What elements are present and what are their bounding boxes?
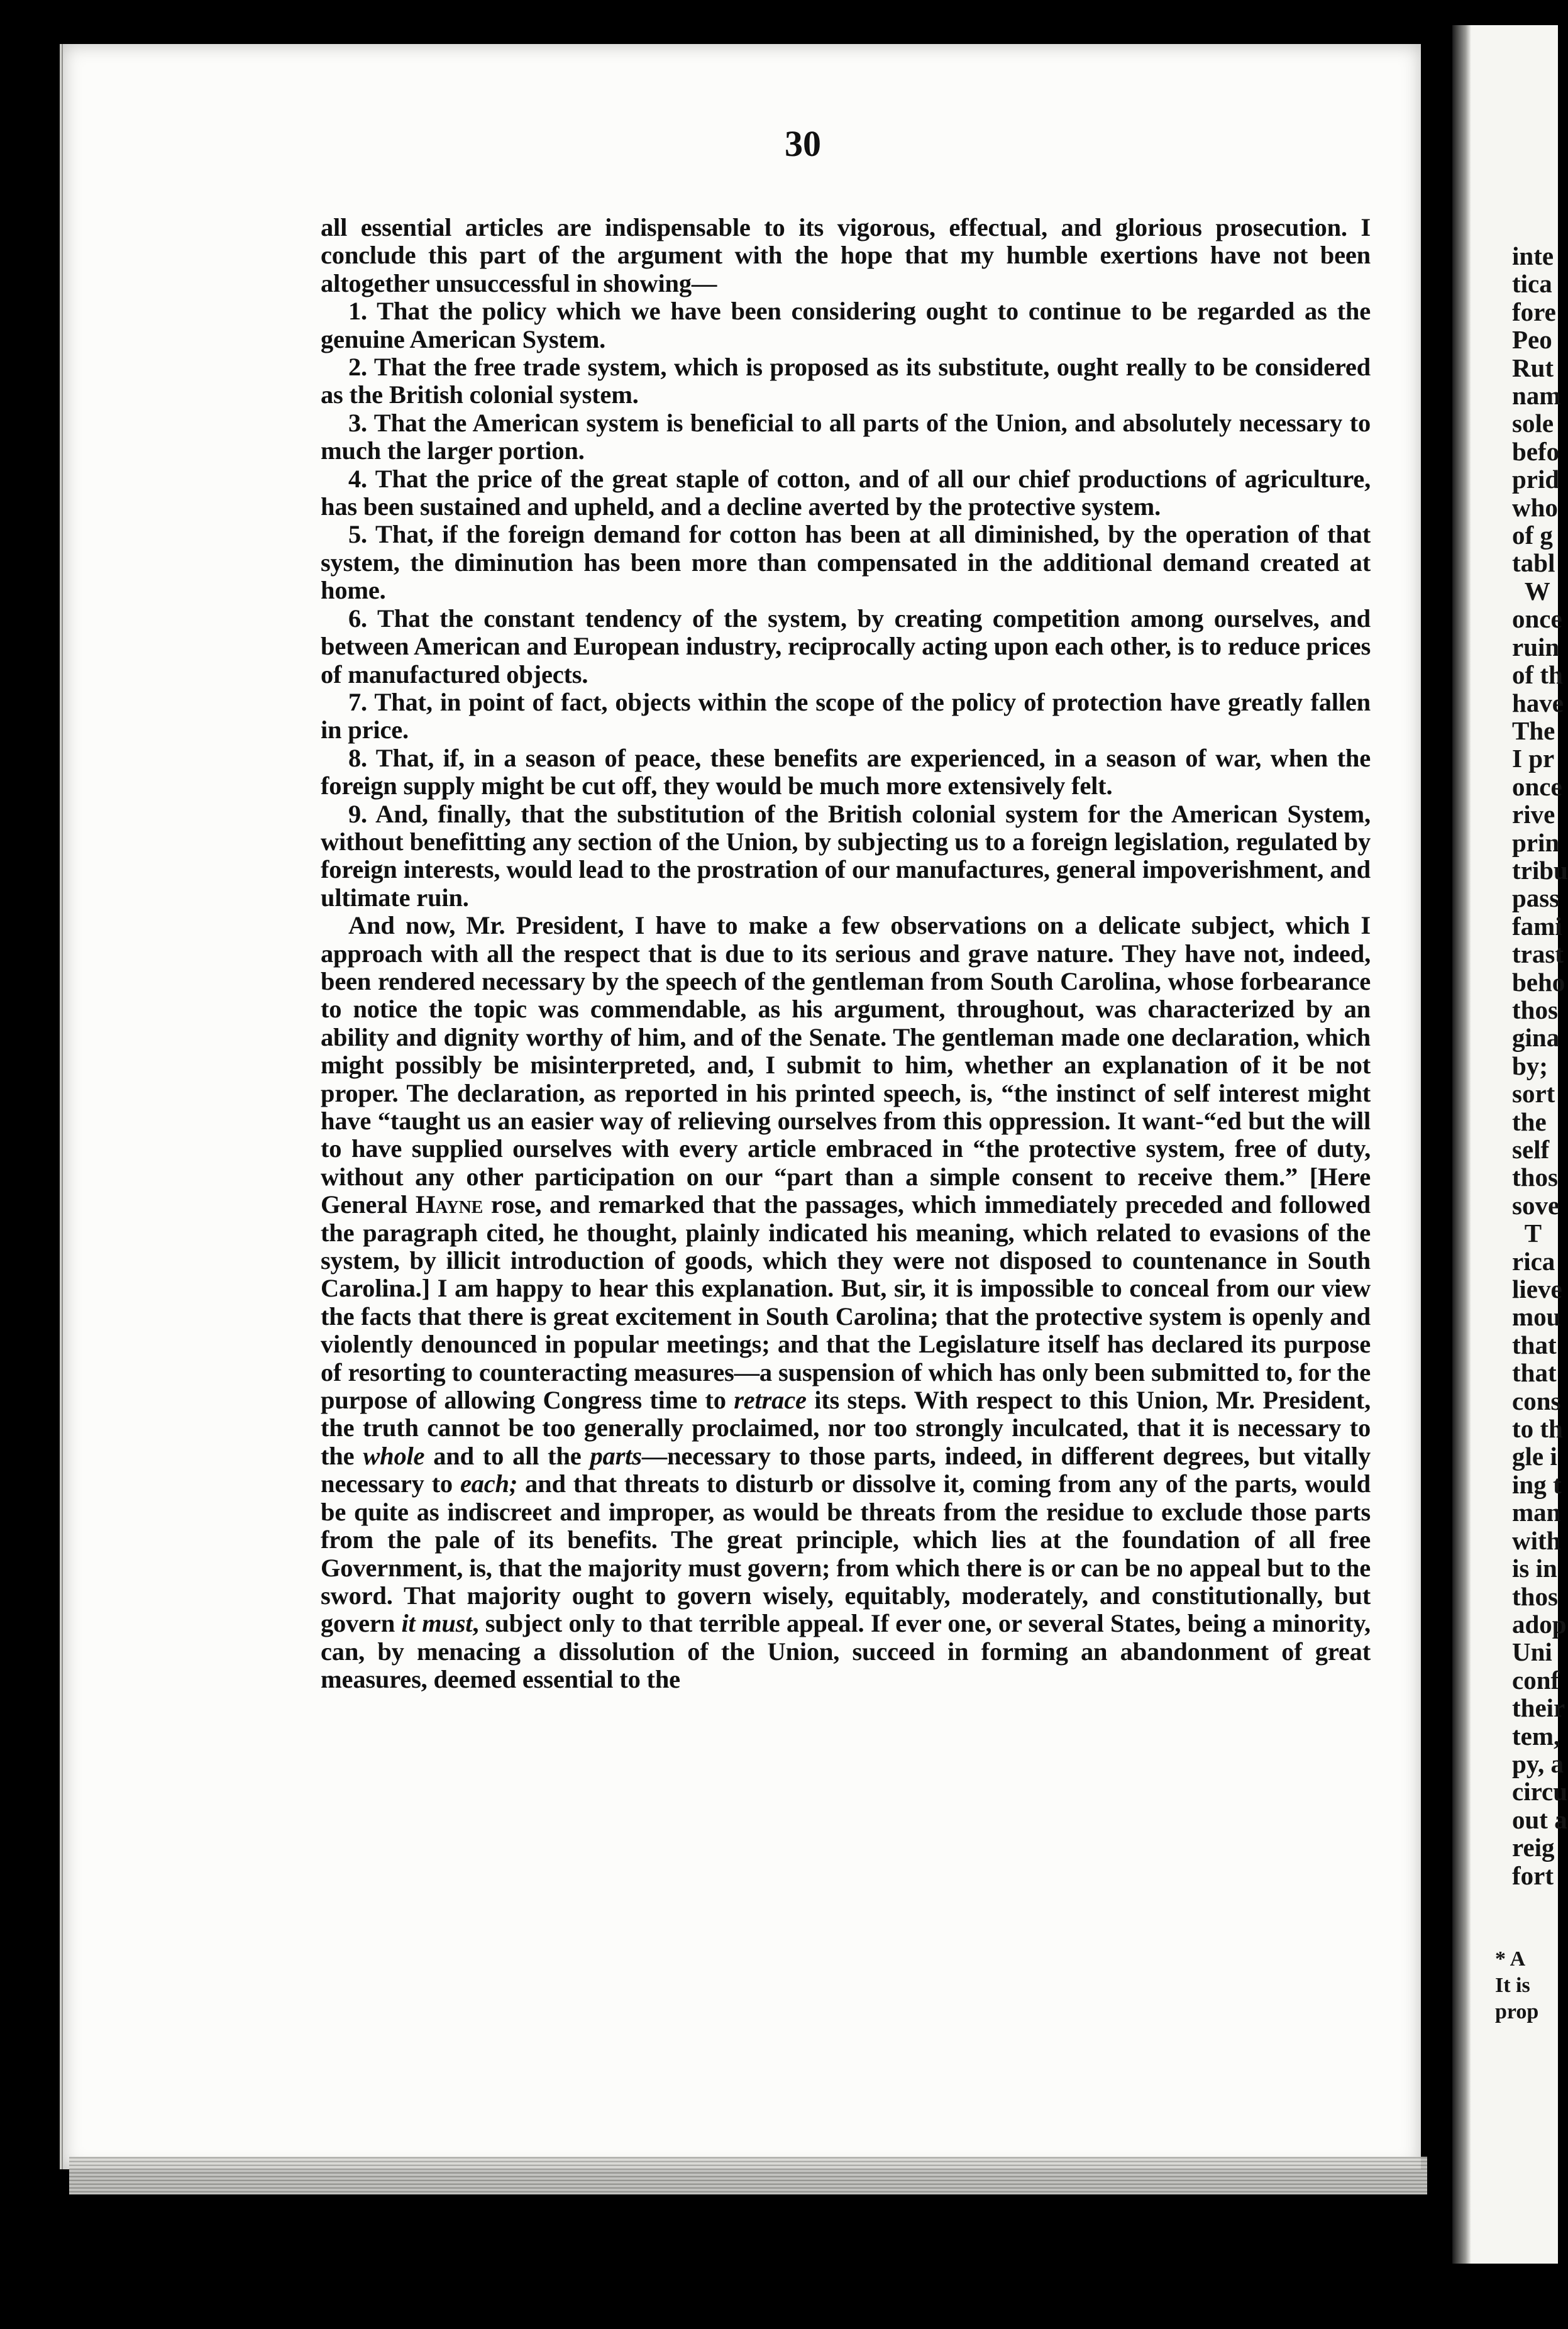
text-run: and that threats to disturb or dissolve it, coming from any of the parts, would be quite as indiscreet and improper, as would be threats from the residue to exclude those parts from the pale of its benefits. The great principle, which lies at the foundation of all free Government, is, that the majority must govern; from which there is or can be no appeal but to the sword. That majority ought to govern wisely, equitably, moderately, and constitutionally, but govern <box>321 1469 1371 1638</box>
emphasis-each: each; <box>460 1469 518 1498</box>
emphasis-it-must: it must <box>401 1609 473 1638</box>
facing-page-fragment <box>1452 25 1568 2264</box>
name-hayne: Hayne <box>415 1190 483 1219</box>
text-run: rose, and remarked that the passages, which immediately preceded and followed the paragraph cited, he thought, plainly indicated his meaning, which related to evasions of the system, by illicit introduction of goods, which they were not disposed to countenance in South Carolina.] I am happy to hear this explanation. But, sir, it is impossible to conceal from our view the facts that there is great excitement in South Carolina; that the protective system is openly and violently denounced in popular meetings; and that the Legislature itself has declared its purpose of resorting to counteracting measures—a suspension of which has only been submitted to, for the purpose of allowing Congress time to <box>321 1190 1371 1415</box>
list-item: 8. That, if, in a season of peace, these benefits are experienced, in a season of war, when the foreign supply might be cut off, they would be much more extensively felt. <box>321 743 1371 800</box>
text-run: , subject only to that terrible appeal. If ever one, or several States, being a minority, can, by menacing a dissolution of the Union, succeed in forming an abandonment of great measures, deemed essential to the <box>321 1609 1371 1694</box>
list-item: 3. That the American system is beneficial to all parts of the Union, and absolutely necessary to much the larger portion. <box>321 408 1371 465</box>
page-edge-bottom <box>69 2157 1427 2194</box>
page-number: 30 <box>785 123 821 164</box>
list-item: 5. That, if the foreign demand for cotton has been at all diminished, by the operation of that system, the diminution has been more than compensated in the additional demand created at home. <box>321 520 1371 605</box>
list-item: 6. That the constant tendency of the system, by creating competition among ourselves, and between American and European industry, reciprocally acting upon each other, is to reduce prices of manufactured objects. <box>321 604 1371 689</box>
body-text <box>321 214 1371 1694</box>
text-run: and to all the <box>424 1441 590 1470</box>
list-item: 9. And, finally, that the substitution of the British colonial system for the American System, without benefitting any section of the Union, by subjecting us to a foreign legislation, regulated by foreign interests, would lead to the prostration of our manufactures, general impoverishment, and ultimate ruin. <box>321 799 1371 912</box>
text-run: —necessary to those parts, indeed, in different degrees, but vitally necessary to <box>321 1441 1371 1498</box>
list-item: 4. That the price of the great staple of cotton, and of all our chief productions of agriculture, has been sustained and upheld, and a decline averted by the protective system. <box>321 464 1371 521</box>
paragraph-intro: all essential articles are indispensable to its vigorous, effectual, and glorious prosecution. I conclude this part of the argument with the hope that my humble exertions have not been altogether unsuccessful in showing— <box>321 213 1371 297</box>
facing-page-footnote: * A It is prop <box>1495 1947 1539 2023</box>
emphasis-parts: parts <box>590 1441 642 1470</box>
list-item: 1. That the policy which we have been considering ought to continue to be regarded as the genuine American System. <box>321 297 1371 353</box>
emphasis-whole: whole <box>363 1441 425 1470</box>
list-item: 2. That the free trade system, which is proposed as its substitute, ought really to be considered as the British colonial system. <box>321 353 1371 409</box>
text-run: its steps. With respect to this Union, Mr. President, the truth cannot be too generally proclaimed, nor too strongly inculcated, that it is necessary to the <box>321 1386 1371 1470</box>
facing-page-text: inte tica fore Peo Rut nam sole befo prid who of g tabl W once ruin of th have The I pr once rive prin tribu pass fami trast beho thos gina by; sort the self thos sove T rica lieve mou that that cons to th gle i ing t man with is in thos adop Uni conf their tem, py, a circu out a reig fort <box>1512 241 1568 1890</box>
paragraph-union <box>321 912 1371 1693</box>
list-item: 7. That, in point of fact, objects within the scope of the policy of protection have greatly fallen in price. <box>321 687 1371 744</box>
emphasis-retrace: retrace <box>734 1386 807 1415</box>
text-run: And now, Mr. President, I have to make a few observations on a delicate subject, which I approach with all the respect that is due to its serious and grave nature. They have not, indeed, been rendered necessary by the speech of the gentleman from South Carolina, whose forbearance to notice the topic was commendable, as his argument, throughout, was characterized by an ability and dignity worthy of him, and of the Senate. The gentleman made one declaration, which might possibly be misinterpreted, and, I submit to him, whether an explanation of it be not proper. The declaration, as reported in his printed speech, is, “the instinct of self interest might have “taught us an easier way of relieving ourselves from this oppression. It want-“ed but the will to have supplied ourselves with every article embraced in “the protective system, free of duty, without any other participation on our “part than a simple consent to receive them.” [Here General <box>321 911 1371 1219</box>
book-gutter <box>1452 25 1471 2264</box>
